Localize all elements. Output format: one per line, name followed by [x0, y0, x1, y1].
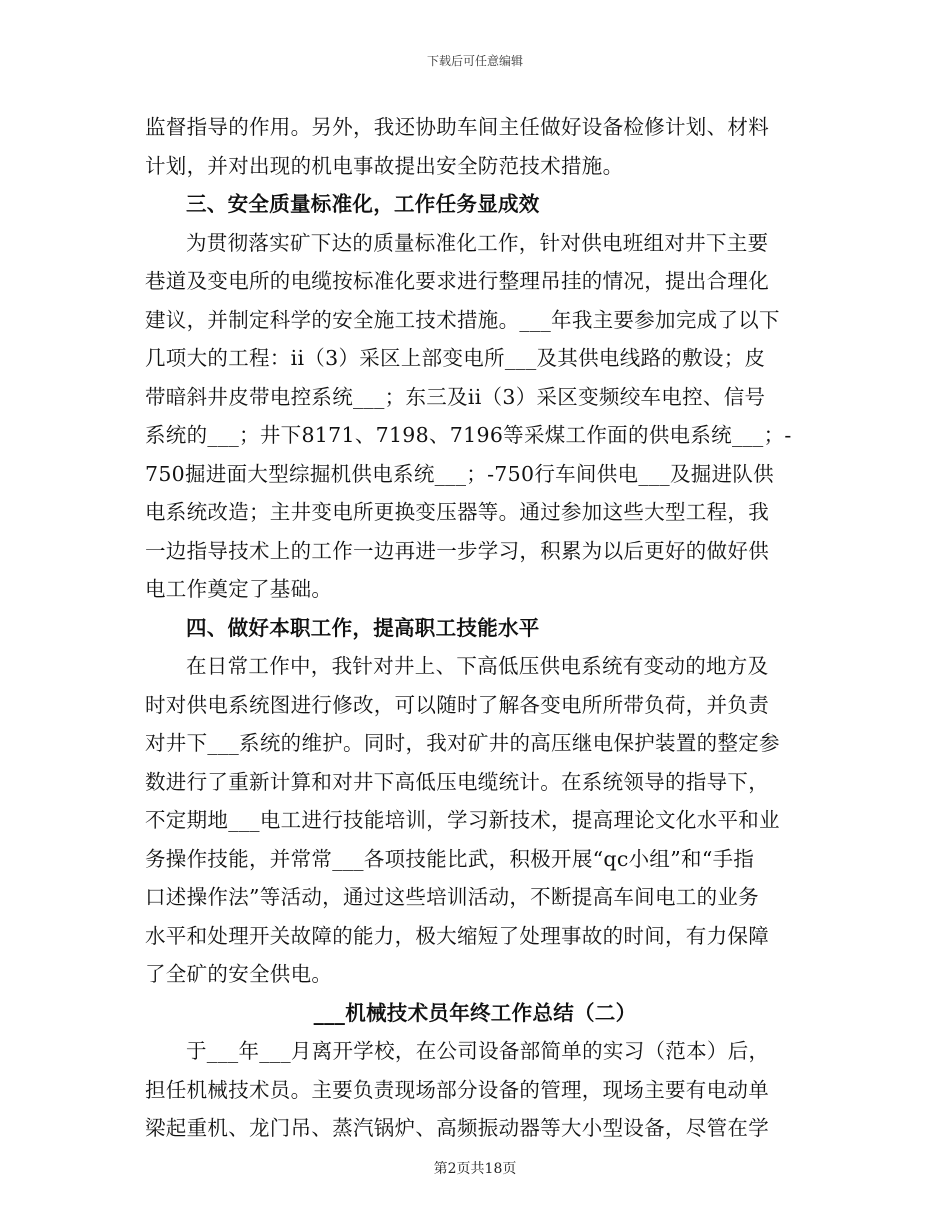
- section-heading: 三、安全质量标准化，工作任务显成效: [186, 192, 540, 216]
- paragraph-line: 建议，并制定科学的安全施工技术措施。___年我主要参加完成了以下: [145, 307, 780, 332]
- paragraph-line: 口述操作法”等活动，通过这些培训活动，不断提高车间电工的业务: [145, 885, 759, 909]
- paragraph-line: 在日常工作中，我针对井上、下高低压供电系统有变动的地方及: [186, 654, 769, 678]
- paragraph-line: 750掘进面大型综掘机供电系统___；-750行车间供电___及掘进队供: [145, 461, 774, 486]
- paragraph-line: 电工作奠定了基础。: [145, 577, 333, 601]
- paragraph-line: 巷道及变电所的电缆按标准化要求进行整理吊挂的情况，提出合理化: [145, 269, 769, 293]
- paragraph-line: 对井下___系统的维护。同时，我对矿井的高压继电保护装置的整定参: [145, 731, 780, 755]
- page-footer: 第2页共18页: [433, 1161, 517, 1177]
- paragraph-line: 系统的___；井下8171、7198、7196等采煤工作面的供电系统___；-: [145, 423, 792, 447]
- paragraph-line: 电系统改造；主井变电所更换变压器等。通过参加这些大型工程，我: [145, 500, 769, 524]
- paragraph-line: 不定期地___电工进行技能培训，学习新技术，提高理论文化水平和业: [145, 808, 780, 832]
- page-header: 下载后可任意编辑: [426, 54, 523, 68]
- paragraph-line: 担任机械技术员。主要负责现场部分设备的管理，现场主要有电动单: [145, 1077, 769, 1102]
- paragraph-line: 一边指导技术上的工作一边再进一步学习，积累为以后更好的做好供: [145, 538, 769, 563]
- paragraph-line: 于___年___月离开学校，在公司设备部简单的实习（范本）后，: [186, 1039, 770, 1063]
- paragraph-line: 几项大的工程：ii（3）采区上部变电所___及其供电线路的敷设；皮: [145, 346, 766, 370]
- paragraph-line: 务操作技能，并常常___各项技能比武，积极开展“qc小组”和“手指: [145, 846, 755, 871]
- paragraph-line: 为贯彻落实矿下达的质量标准化工作，针对供电班组对井下主要: [186, 230, 769, 255]
- document-title: ___机械技术员年终工作总结（二）: [313, 1000, 637, 1025]
- paragraph-line: 水平和处理开关故障的能力，极大缩短了处理事故的时间，有力保障: [145, 923, 769, 948]
- document-body: [145, 108, 805, 1148]
- section-heading: 四、做好本职工作，提高职工技能水平: [186, 615, 540, 640]
- paragraph-line: 带暗斜井皮带电控系统___；东三及ii（3）采区变频绞车电控、信号: [145, 384, 766, 409]
- paragraph-line: 了全矿的安全供电。: [145, 962, 333, 986]
- paragraph-line: 监督指导的作用。另外，我还协助车间主任做好设备检修计划、材料: [145, 115, 769, 139]
- paragraph-line: 时对供电系统图进行修改，可以随时了解各变电所所带负荷，并负责: [145, 692, 769, 717]
- paragraph-line: 数进行了重新计算和对井下高低压电缆统计。在系统领导的指导下，: [145, 769, 769, 794]
- paragraph-line: 计划，并对出现的机电事故提出安全防范技术措施。: [145, 153, 624, 178]
- paragraph-line: 梁起重机、龙门吊、蒸汽锅炉、高频振动器等大小型设备，尽管在学: [145, 1116, 769, 1140]
